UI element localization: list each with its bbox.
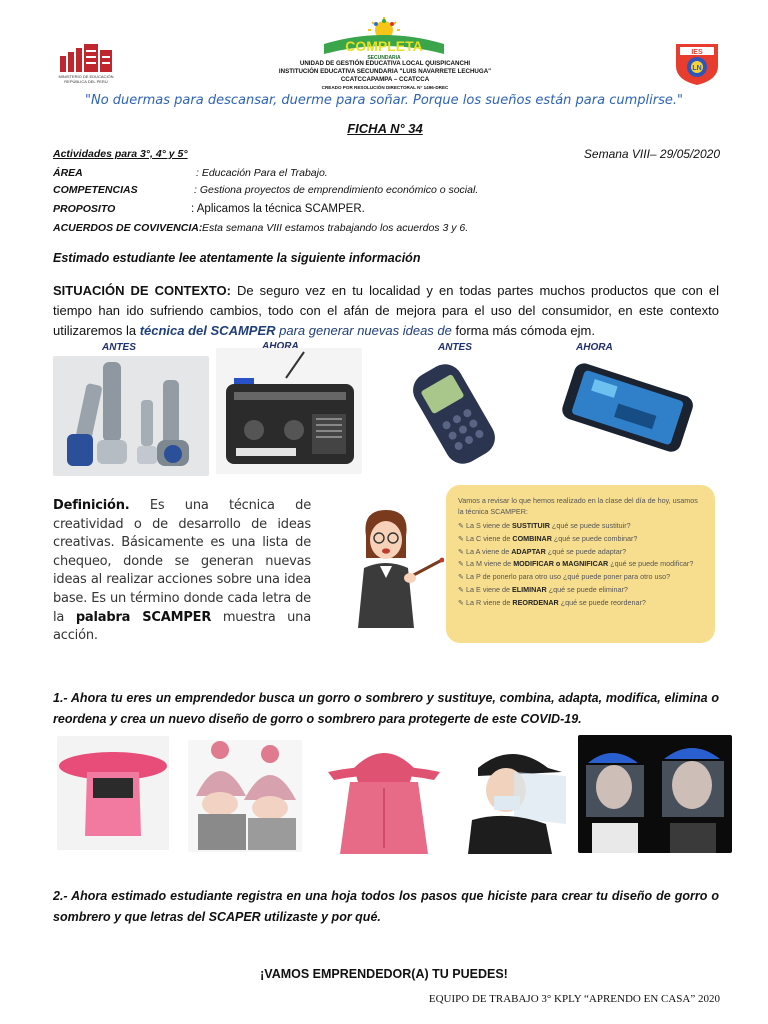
scamper-item-post: ¿qué se puede reordenar?	[558, 597, 646, 607]
scamper-item-post: ¿qué se puede sustituir?	[549, 521, 631, 530]
school-crest-logo	[672, 40, 722, 86]
label-ahora-2: AHORA	[576, 342, 613, 353]
svg-text:COMPLETA: COMPLETA	[345, 38, 423, 54]
scamper-item	[458, 558, 703, 571]
ficha-title: FICHA N° 34	[347, 121, 423, 136]
hat-image-3	[324, 738, 444, 856]
flashlights-image	[53, 356, 209, 476]
scamper-item-keyword: COMBINAR	[512, 533, 552, 543]
estimado-heading: Estimado estudiante lee atentamente la siguiente información	[53, 251, 421, 265]
actividades-label: Actividades para 3°, 4° y 5°	[53, 148, 188, 160]
hat-image-5	[578, 735, 732, 853]
scamper-item-keyword: ELIMINAR	[512, 584, 547, 594]
svg-text:SECUNDARIA: SECUNDARIA	[367, 55, 401, 60]
svg-text:IES: IES	[691, 49, 703, 56]
hat-image-1	[57, 736, 169, 850]
acuerdos-label: ACUERDOS DE COVIVENCIA:	[53, 222, 203, 234]
question-2: 2.- Ahora estimado estudiante registra en una hoja todos los pasos que hiciste para crear tu diseño de gorro o sombrero y que letras del SCAPER utilizaste y por qué.	[53, 889, 719, 924]
scamper-item-pre: La E viene de	[466, 584, 512, 594]
competencias-label-row	[53, 184, 138, 196]
scamper-list	[458, 520, 703, 610]
area-label: ÁREA	[53, 167, 83, 179]
scamper-item-keyword: SUSTITUIR	[512, 521, 550, 530]
label-ahora-1: AHORA	[262, 341, 299, 348]
pencil-check-icon: ✎	[458, 584, 467, 594]
scamper-item-pre: La P de ponerlo para otro uso	[466, 572, 563, 582]
scamper-item	[458, 533, 703, 546]
definicion-text-1: Es una técnica de creatividad o de desarrollo de ideas creativas. Básicamente es una lista de chequeo, donde se generan nuevas ideas al realizar acciones sobre una idea base. Es un término donde cada letra de la	[53, 498, 311, 625]
pencil-check-icon: ✎	[458, 546, 467, 556]
ugel-line: UNIDAD DE GESTIÓN EDUCATIVA LOCAL QUISPICANCHI	[299, 60, 471, 67]
definicion-text-2: muestra una acción.	[53, 609, 311, 644]
jornada-completa-logo	[318, 16, 450, 60]
resolution-line: CREADO POR RESOLUCIÓN DIRECTORAL N° 1496-DREC	[321, 85, 449, 90]
pencil-check-icon: ✎	[458, 597, 467, 607]
semana-date: Semana VIII– 29/05/2020	[583, 147, 720, 161]
institution-line: INSTITUCIÓN EDUCATIVA SECUNDARIA "LUIS NAVARRETE LECHUGA"	[278, 68, 492, 75]
radio-image	[216, 348, 362, 474]
minedu-bars-icon	[58, 44, 114, 72]
actividades-row	[53, 148, 188, 160]
hat-image-2	[188, 740, 302, 852]
institution-header	[230, 60, 540, 92]
scamper-item-post: ¿qué se puede combinar?	[551, 533, 638, 543]
label-antes-2: ANTES	[438, 342, 472, 353]
definicion-palabra: palabra SCAMPER	[75, 609, 212, 625]
pencil-check-icon: ✎	[458, 559, 467, 569]
situacion-paragraph	[53, 281, 719, 341]
scamper-item-post: ¿qué se puede modificar?	[608, 559, 694, 569]
situacion-text-2: para generar nuevas ideas de	[275, 323, 452, 338]
old-phone-image	[388, 358, 520, 470]
equipo-footer: EQUIPO DE TRABAJO 3° KPLY “APRENDO EN CASA” 2020	[428, 993, 720, 1005]
hat-image-4	[462, 738, 572, 854]
scamper-item-keyword: REORDENAR	[512, 597, 559, 607]
acuerdos-value: Esta semana VIII estamos trabajando los acuerdos 3 y 6.	[202, 222, 469, 234]
definicion-paragraph	[53, 497, 311, 646]
motivational-quote: "No duermas para descansar, duerme para soñar. Porque los sueños están para cumplirse."	[85, 93, 683, 108]
scamper-bubble	[446, 485, 715, 643]
scamper-item	[458, 520, 703, 533]
scamper-item-keyword: MODIFICAR o MAGNIFICAR	[513, 559, 609, 569]
scamper-item-pre: La R viene de	[466, 597, 513, 607]
scamper-item-pre: La M viene de	[466, 559, 514, 569]
pencil-check-icon: ✎	[458, 572, 467, 582]
pencil-check-icon: ✎	[458, 533, 467, 543]
svg-text:LN: LN	[692, 65, 702, 72]
situacion-text-3: forma más cómoda ejm.	[451, 323, 595, 338]
definicion-label: Definición.	[53, 498, 130, 513]
proposito-value: : Aplicamos la técnica SCAMPER.	[191, 203, 365, 215]
scamper-item	[458, 571, 703, 584]
situacion-label: SITUACIÓN DE CONTEXTO:	[53, 283, 231, 298]
situacion-tecnica: técnica del SCAMPER	[139, 323, 276, 338]
minedu-caption: MINISTERIO DE EDUCACIÓN REPÚBLICA DEL PERÚ	[58, 74, 114, 84]
scamper-item-pre: La A viene de	[466, 546, 512, 556]
scamper-item-pre: La S viene de	[466, 521, 512, 530]
scamper-item-pre: La C viene de	[466, 533, 513, 543]
label-antes-1: ANTES	[102, 342, 136, 353]
pencil-check-icon: ✎	[458, 521, 467, 530]
acuerdos-label-row	[53, 222, 202, 234]
competencias-label: COMPETENCIAS	[53, 184, 138, 196]
situacion-text-1: De seguro vez en tu localidad y en todas partes muchos productos que con el tiempo han ido sufriendo cambios, todo con el afán de mejora para el uso del consumidor, en este contexto utilizaremos la	[53, 283, 719, 338]
scamper-item-post: ¿qué puede poner para otro uso?	[563, 572, 671, 582]
closing-message: ¡VAMOS EMPRENDEDOR(A) TU PUEDES!	[260, 967, 508, 981]
scamper-item	[458, 546, 703, 559]
scamper-item	[458, 584, 703, 597]
minedu-logo	[56, 44, 116, 86]
question-1: 1.- Ahora tu eres un emprendedor busca un gorro o sombrero y sustituye, combina, adapta, modifica, elimina o reordena y crea un nuevo diseño de gorro o sombrero para protegerte de este COVID-19.	[53, 691, 719, 726]
proposito-label: PROPOSITO	[53, 203, 116, 215]
scamper-item	[458, 597, 703, 610]
area-label-row	[53, 167, 83, 179]
scamper-intro: Vamos a revisar lo que hemos realizado en la clase del día de hoy, usamos la técnica SCAMPER:	[458, 496, 698, 516]
scamper-item-post: ¿qué se puede eliminar?	[546, 584, 628, 594]
competencias-value: : Gestiona proyectos de emprendimiento económico o social.	[194, 184, 479, 196]
proposito-label-row	[53, 203, 115, 215]
scamper-item-keyword: ADAPTAR	[511, 546, 546, 556]
area-value: : Educación Para el Trabajo.	[196, 167, 328, 179]
smartphone-image	[548, 356, 704, 456]
location-line: CCATCCAPAMPA – CCATCCA	[340, 76, 430, 83]
scamper-item-post: ¿qué se puede adaptar?	[545, 546, 627, 556]
teacher-illustration	[352, 506, 444, 630]
